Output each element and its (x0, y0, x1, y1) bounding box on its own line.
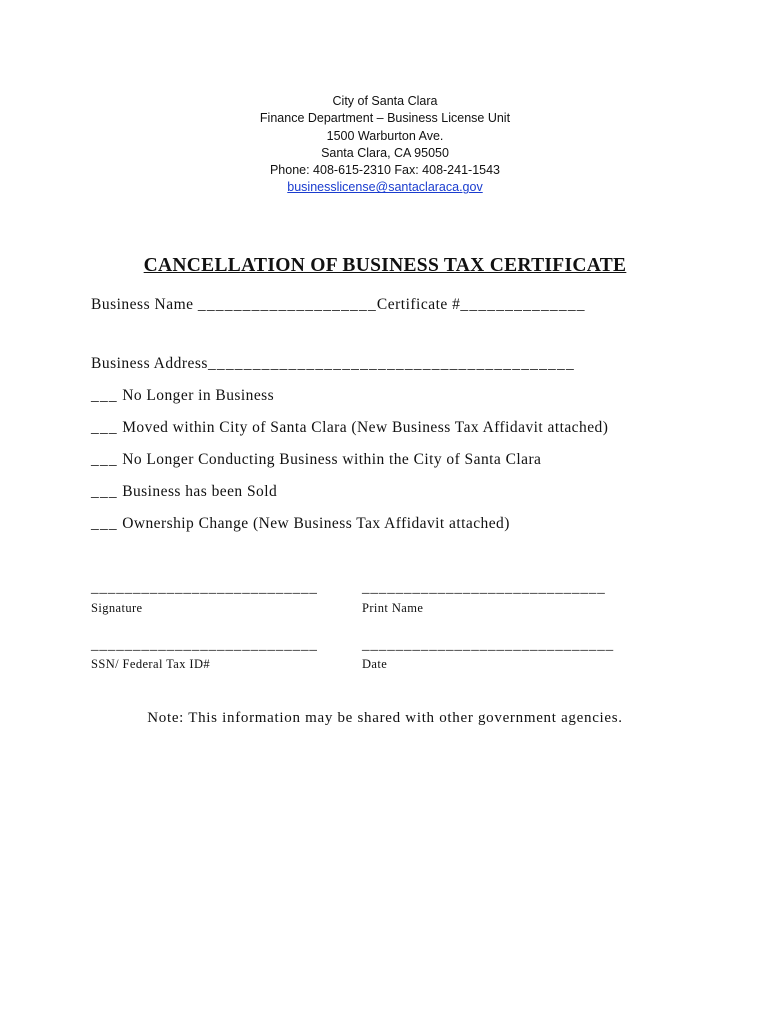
certificate-field[interactable]: ______________ (460, 296, 586, 313)
option-label: Ownership Change (New Business Tax Affidavit attached) (122, 515, 510, 532)
option-label: Moved within City of Santa Clara (New Business Tax Affidavit attached) (122, 419, 609, 436)
option-label: No Longer in Business (122, 387, 275, 404)
print-name-field[interactable]: _____________________________ (362, 580, 606, 596)
option-no-longer-conducting (91, 451, 541, 469)
option-label: Business has been Sold (122, 483, 278, 500)
business-address-label: Business Address (91, 355, 208, 372)
option-checkbox[interactable]: ___ (91, 451, 118, 468)
business-name-row (91, 296, 586, 314)
signature-label: Signature (91, 601, 143, 615)
option-checkbox[interactable]: ___ (91, 387, 118, 404)
option-moved-within-city (91, 419, 608, 437)
ssn-label: SSN/ Federal Tax ID# (91, 657, 211, 671)
certificate-label: Certificate # (376, 296, 461, 313)
option-checkbox[interactable]: ___ (91, 483, 118, 500)
business-address-field[interactable]: _________________________________________ (207, 355, 575, 372)
business-address-row (91, 355, 575, 373)
option-checkbox[interactable]: ___ (91, 515, 118, 532)
street-address: 1500 Warburton Ave. (326, 128, 444, 143)
letterhead (0, 93, 770, 197)
option-business-sold (91, 483, 277, 501)
city-name: City of Santa Clara (332, 94, 438, 108)
option-label: No Longer Conducting Business within the City of Santa Clara (122, 451, 542, 468)
email-link[interactable]: businesslicense@santaclaraca.gov (287, 180, 483, 195)
business-name-label: Business Name (91, 296, 198, 313)
print-name-label: Print Name (362, 601, 424, 615)
option-no-longer-in-business (91, 387, 274, 405)
option-checkbox[interactable]: ___ (91, 419, 118, 436)
form-title: CANCELLATION OF BUSINESS TAX CERTIFICATE (143, 255, 627, 276)
business-name-field[interactable]: ____________________ (197, 296, 377, 313)
date-label: Date (362, 657, 388, 671)
date-field[interactable]: ______________________________ (362, 637, 614, 653)
phone-fax: Phone: 408-615-2310 Fax: 408-241-1543 (269, 163, 501, 178)
city-state-zip: Santa Clara, CA 95050 (321, 145, 449, 160)
ssn-field[interactable]: ___________________________ (91, 637, 318, 653)
disclosure-note: Note: This information may be shared with other government agencies. (147, 710, 623, 726)
option-ownership-change (91, 515, 510, 533)
department-name: Finance Department – Business License Unit (259, 111, 511, 126)
signature-field[interactable]: ___________________________ (91, 580, 318, 596)
